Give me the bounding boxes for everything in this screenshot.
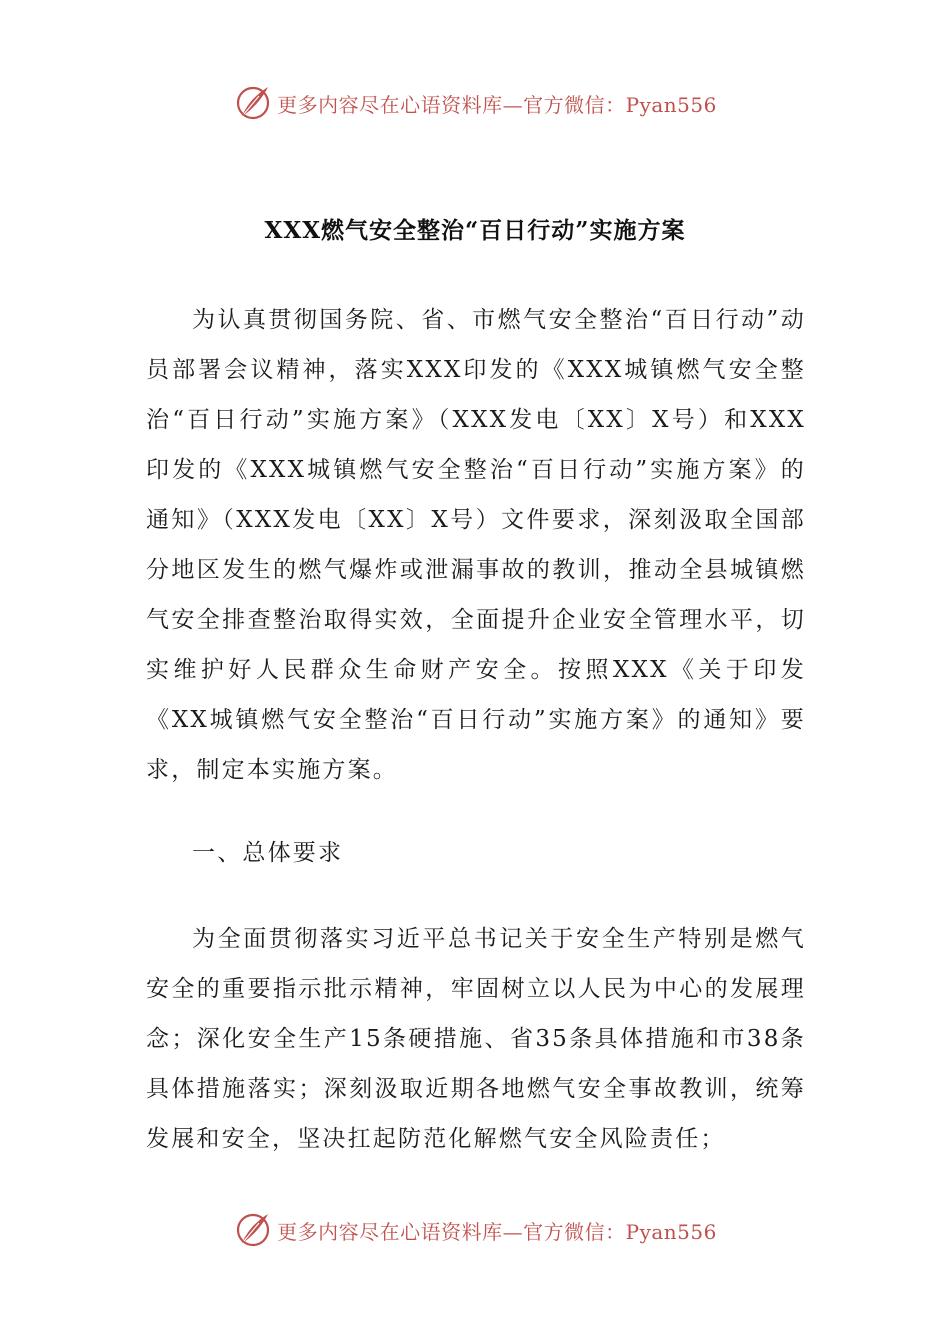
section-heading: 一、总体要求	[192, 840, 344, 866]
intro-paragraph: 为认真贯彻国务院、省、市燃气安全整治“百日行动”动员部署会议精神，落实XXX印发的《XXX城镇燃气安全整治“百日行动”实施方案》（XXX发电〔XX〕X号）和XXX印发的《XXX城镇燃气安全整治“百日行动”实施方案》的通知》（XXX发电〔XX〕X号）文件要求，深刻汲取全国部分地区发生的燃气爆炸或泄漏事故的教训，推动全县城镇燃气安全排查整治取得实效，全面提升企业安全管理水平，切实维护好人民群众生命财产安全。按照XXX《关于印发《XX城镇燃气安全整治“百日行动”实施方案》的通知》要求，制定本实施方案。	[146, 307, 806, 783]
quill-pen-icon	[233, 83, 273, 123]
watermark-header	[0, 81, 950, 125]
body-paragraph: 为全面贯彻落实习近平总书记关于安全生产特别是燃气安全的重要指示批示精神，牢固树立以人民为中心的发展理念；深化安全生产15条硬措施、省35条具体措施和市38条具体措施落实；深刻汲取近期各地燃气安全事故教训，统筹发展和安全，坚决扛起防范化解燃气安全风险责任；	[146, 926, 806, 1152]
watermark-text: 更多内容尽在心语资料库—官方微信：Pyan556	[277, 1219, 717, 1244]
watermark-text: 更多内容尽在心语资料库—官方微信：Pyan556	[277, 92, 717, 117]
document-title: XXX燃气安全整治“百日行动”实施方案	[264, 217, 686, 244]
quill-pen-icon	[233, 1210, 273, 1250]
watermark-footer	[0, 1208, 950, 1252]
